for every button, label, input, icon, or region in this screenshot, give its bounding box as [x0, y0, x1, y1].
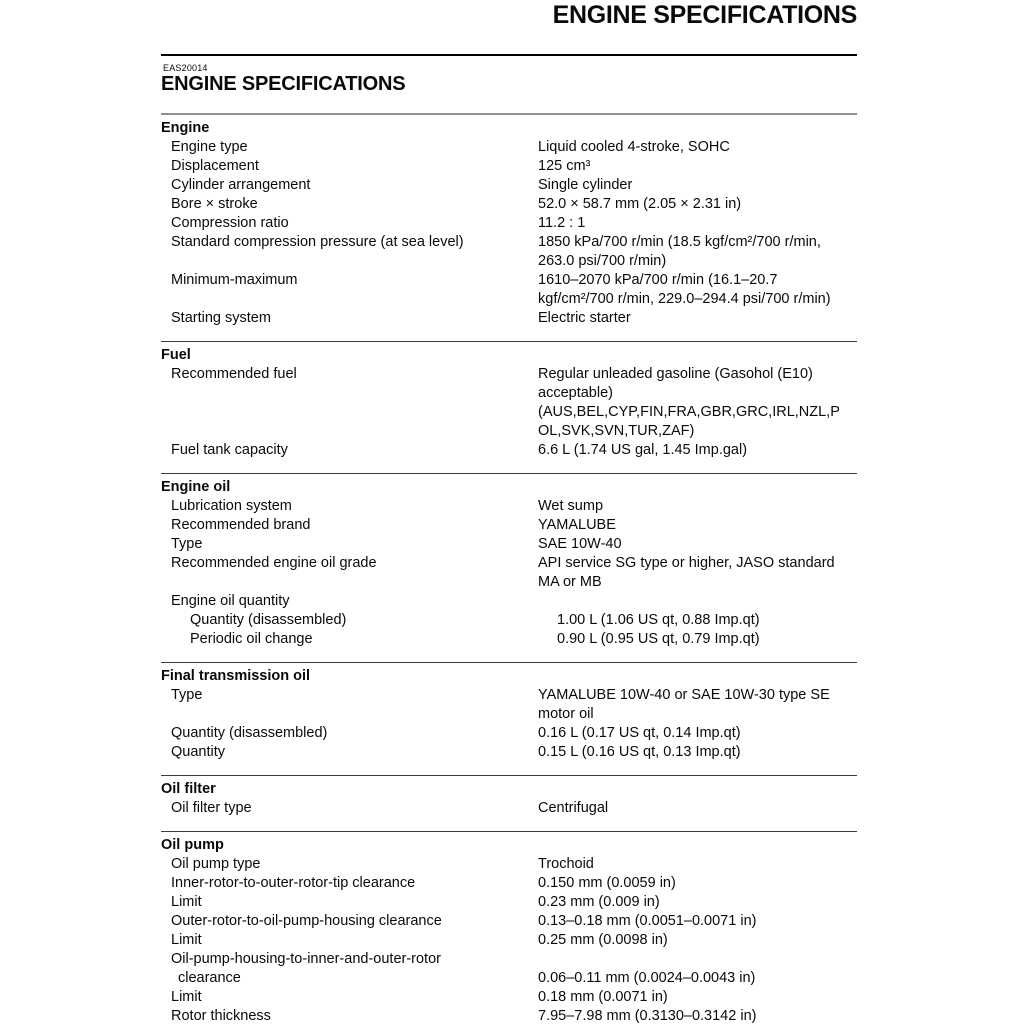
spec-value-line: 6.6 L (1.74 US gal, 1.45 Imp.gal): [538, 442, 748, 458]
spec-label: [161, 176, 538, 195]
spec-label-line: Recommended engine oil grade: [171, 555, 377, 571]
spec-section-title: Final transmission oil: [161, 668, 311, 684]
spec-label: [161, 592, 538, 611]
spec-label-line: Inner-rotor-to-outer-rotor-tip clearance: [171, 875, 416, 891]
spec-label-line: Engine type: [171, 139, 248, 155]
spec-value-line: (AUS,BEL,CYP,FIN,FRA,GBR,GRC,IRL,NZL,P: [538, 404, 840, 420]
spec-section: [161, 341, 857, 460]
spec-value-line: 1.00 L (1.06 US qt, 0.88 Imp.qt): [557, 612, 760, 628]
spec-row: [161, 799, 857, 818]
spec-label: [161, 535, 538, 554]
spec-label: [161, 724, 538, 743]
spec-label-line: Fuel tank capacity: [171, 442, 288, 458]
spec-value: [538, 893, 857, 912]
spec-value: [538, 1007, 857, 1024]
spec-value-line: 125 cm³: [538, 158, 591, 174]
spec-value-line: 0.150 mm (0.0059 in): [538, 875, 676, 891]
spec-value: [538, 309, 857, 328]
spec-label: [161, 874, 538, 893]
spec-label: [161, 630, 557, 649]
section-divider: [161, 775, 857, 776]
spec-value: [538, 157, 857, 176]
spec-row: [161, 743, 857, 762]
spec-value: [538, 176, 857, 195]
spec-value-line: API service SG type or higher, JASO standard: [538, 555, 835, 571]
spec-label-line: Quantity: [171, 744, 225, 760]
section-divider: [161, 473, 857, 474]
spec-label-line: Oil pump type: [171, 856, 261, 872]
spec-label: [161, 214, 538, 233]
spec-value-line: 263.0 psi/700 r/min): [538, 253, 667, 269]
page-content: [161, 0, 857, 1024]
spec-value: [538, 195, 857, 214]
spec-value: [538, 912, 857, 931]
spec-row: [161, 893, 857, 912]
spec-row: [161, 630, 857, 649]
spec-value: [538, 441, 857, 460]
spec-label: [161, 611, 557, 630]
spec-value-line: 0.06–0.11 mm (0.0024–0.0043 in): [538, 970, 756, 986]
spec-section: [161, 831, 857, 1024]
spec-section-title: Oil filter: [161, 781, 216, 797]
spec-value-line: 0.23 mm (0.009 in): [538, 894, 660, 910]
spec-value-line: 52.0 × 58.7 mm (2.05 × 2.31 in): [538, 196, 742, 212]
spec-value-line: 0.18 mm (0.0071 in): [538, 989, 668, 1005]
spec-label-line: Rotor thickness: [171, 1008, 271, 1024]
spec-rows: [161, 799, 857, 818]
spec-value-line: Single cylinder: [538, 177, 633, 193]
spec-value: [538, 271, 857, 309]
spec-label: [161, 893, 538, 912]
spec-value: [538, 516, 857, 535]
spec-section: [161, 473, 857, 649]
spec-label: [161, 799, 538, 818]
spec-label-line: Limit: [171, 932, 202, 948]
spec-value: [538, 950, 857, 988]
spec-value-line: Wet sump: [538, 498, 604, 514]
spec-row: [161, 233, 857, 271]
spec-label: [161, 365, 538, 384]
spec-label-line: Limit: [171, 894, 202, 910]
spec-label-line: Type: [171, 687, 203, 703]
spec-label: [161, 516, 538, 535]
spec-label: [161, 743, 538, 762]
spec-label-line: clearance: [178, 970, 241, 986]
spec-value-line: Trochoid: [538, 856, 594, 872]
spec-label: [161, 195, 538, 214]
spec-row: [161, 535, 857, 554]
spec-row: [161, 611, 857, 630]
running-header: ENGINE SPECIFICATIONS: [552, 1, 857, 29]
spec-row: [161, 214, 857, 233]
spec-row: [161, 195, 857, 214]
title-rule: [161, 113, 857, 115]
spec-value-line: 1610–2070 kPa/700 r/min (16.1–20.7: [538, 272, 778, 288]
spec-section: [161, 119, 857, 328]
spec-label-line: Lubrication system: [171, 498, 292, 514]
spec-label-line: Minimum-maximum: [171, 272, 298, 288]
spec-value-line: 0.90 L (0.95 US qt, 0.79 Imp.qt): [557, 631, 760, 647]
spec-rows: [161, 686, 857, 762]
spec-row: [161, 686, 857, 724]
spec-rows: [161, 138, 857, 328]
spec-value-line: Centrifugal: [538, 800, 609, 816]
spec-row: [161, 592, 857, 611]
spec-value-line: Regular unleaded gasoline (Gasohol (E10): [538, 366, 813, 382]
spec-label: [161, 157, 538, 176]
spec-value: [557, 630, 857, 649]
spec-value-line: SAE 10W-40: [538, 536, 622, 552]
spec-value-line: MA or MB: [538, 574, 602, 590]
spec-section-title: Engine oil: [161, 479, 231, 495]
spec-value: [538, 855, 857, 874]
spec-row: [161, 874, 857, 893]
header-rule: [161, 54, 857, 56]
spec-value: [538, 233, 857, 271]
spec-label-line: Recommended fuel: [171, 366, 297, 382]
spec-value: [538, 724, 857, 743]
spec-label-line: Recommended brand: [171, 517, 311, 533]
spec-value: [538, 799, 857, 818]
spec-value-line: kgf/cm²/700 r/min, 229.0–294.4 psi/700 r/min): [538, 291, 831, 307]
spec-value-line: 0.16 L (0.17 US qt, 0.14 Imp.qt): [538, 725, 741, 741]
spec-label-line: Starting system: [171, 310, 271, 326]
spec-label: [161, 950, 538, 988]
spec-row: [161, 912, 857, 931]
spec-row: [161, 554, 857, 592]
spec-value-line: YAMALUBE 10W-40 or SAE 10W-30 type SE: [538, 687, 830, 703]
spec-value: [538, 988, 857, 1007]
spec-label: [161, 138, 538, 157]
spec-row: [161, 271, 857, 309]
section-code: EAS20014: [163, 63, 208, 73]
spec-value-line: 0.25 mm (0.0098 in): [538, 932, 668, 948]
spec-label-line: Periodic oil change: [190, 631, 313, 647]
spec-value: [538, 874, 857, 893]
spec-label: [161, 554, 538, 573]
spec-value-line: 1850 kPa/700 r/min (18.5 kgf/cm²/700 r/min,: [538, 234, 821, 250]
spec-label-line: Quantity (disassembled): [171, 725, 328, 741]
spec-label: [161, 441, 538, 460]
spec-row: [161, 516, 857, 535]
spec-label: [161, 497, 538, 516]
spec-rows: [161, 855, 857, 1024]
section-divider: [161, 662, 857, 663]
spec-value-line: 11.2 : 1: [538, 215, 586, 231]
spec-label-line: Engine oil quantity: [171, 593, 290, 609]
spec-sections: [161, 119, 857, 1024]
spec-value-line: YAMALUBE: [538, 517, 616, 533]
spec-row: [161, 157, 857, 176]
spec-row: [161, 138, 857, 157]
spec-value-line: Electric starter: [538, 310, 631, 326]
spec-label-line: Oil-pump-housing-to-inner-and-outer-rotor: [171, 951, 441, 967]
spec-label: [161, 855, 538, 874]
spec-rows: [161, 497, 857, 649]
spec-value-line: acceptable): [538, 385, 613, 401]
spec-row: [161, 988, 857, 1007]
spec-value-line: motor oil: [538, 706, 594, 722]
spec-row: [161, 855, 857, 874]
spec-label-line: Cylinder arrangement: [171, 177, 311, 193]
spec-label: [161, 686, 538, 705]
spec-row: [161, 309, 857, 328]
spec-row: [161, 365, 857, 441]
spec-label: [161, 233, 538, 252]
spec-label-line: Compression ratio: [171, 215, 289, 231]
spec-label: [161, 1007, 538, 1024]
section-divider: [161, 831, 857, 832]
spec-label-line: Outer-rotor-to-oil-pump-housing clearance: [171, 913, 442, 929]
spec-label: [161, 988, 538, 1007]
spec-label: [161, 309, 538, 328]
spec-label-line: Standard compression pressure (at sea level): [171, 234, 464, 250]
spec-section: [161, 662, 857, 762]
spec-value: [538, 497, 857, 516]
spec-value-line: 0.13–0.18 mm (0.0051–0.0071 in): [538, 913, 757, 929]
section-divider: [161, 341, 857, 342]
spec-label-line: Quantity (disassembled): [190, 612, 347, 628]
spec-value: [538, 365, 857, 441]
spec-section: [161, 775, 857, 818]
spec-value: [538, 554, 857, 592]
spec-value-line: 7.95–7.98 mm (0.3130–0.3142 in): [538, 1008, 757, 1024]
spec-label-line: Limit: [171, 989, 202, 1005]
spec-section-title: Oil pump: [161, 837, 224, 853]
spec-row: [161, 931, 857, 950]
spec-value-line: OL,SVK,SVN,TUR,ZAF): [538, 423, 695, 439]
spec-value: [538, 535, 857, 554]
spec-label: [161, 271, 538, 290]
spec-rows: [161, 365, 857, 460]
spec-value-line: 0.15 L (0.16 US qt, 0.13 Imp.qt): [538, 744, 741, 760]
spec-label-line: Oil filter type: [171, 800, 252, 816]
spec-label-line: Bore × stroke: [171, 196, 258, 212]
spec-label: [161, 912, 538, 931]
spec-section-title: Fuel: [161, 347, 191, 363]
spec-value: [538, 138, 857, 157]
spec-value: [538, 214, 857, 233]
spec-section-title: Engine: [161, 120, 210, 136]
spec-row: [161, 1007, 857, 1024]
spec-row: [161, 724, 857, 743]
spec-row: [161, 441, 857, 460]
spec-value: [538, 931, 857, 950]
spec-value-line: Liquid cooled 4-stroke, SOHC: [538, 139, 730, 155]
spec-label: [161, 931, 538, 950]
spec-value: [538, 686, 857, 724]
spec-label-line: Type: [171, 536, 203, 552]
spec-row: [161, 176, 857, 195]
spec-value: [538, 743, 857, 762]
spec-label-line: Displacement: [171, 158, 259, 174]
spec-row: [161, 497, 857, 516]
spec-row: [161, 950, 857, 988]
spec-value: [557, 611, 857, 630]
page-title: ENGINE SPECIFICATIONS: [161, 73, 406, 95]
